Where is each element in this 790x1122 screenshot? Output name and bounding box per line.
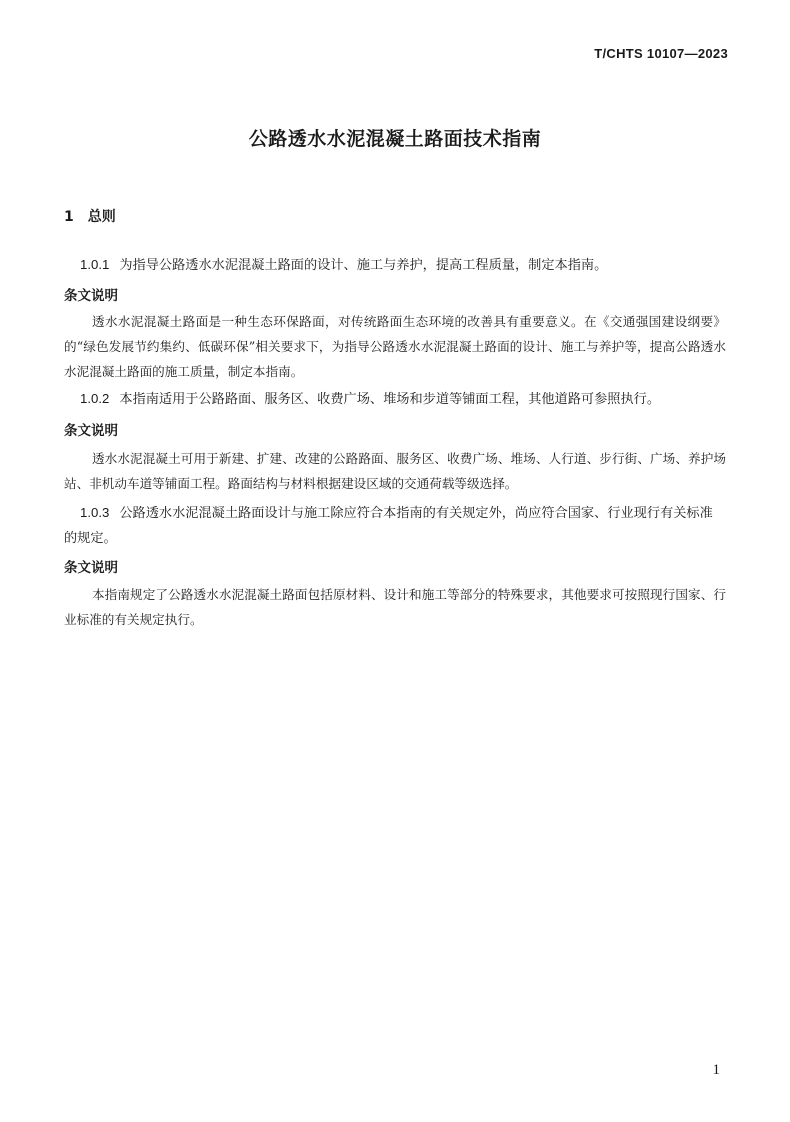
clause-number: 1.0.2 [80, 391, 110, 406]
clause-text: 公路透水水泥混凝土路面设计与施工除应符合本指南的有关规定外，尚应符合国家、行业现行有关标准的规定。 [64, 506, 713, 546]
clause-1-0-3 [64, 500, 724, 551]
clause-1-0-2 [64, 386, 724, 412]
page-number: 1 [712, 1062, 720, 1078]
explanation-heading: 条文说明 [64, 560, 118, 576]
clause-text: 本指南适用于公路路面、服务区、收费广场、堆场和步道等铺面工程，其他道路可参照执行。 [119, 392, 661, 407]
document-title: 公路透水水泥混凝土路面技术指南 [248, 128, 542, 150]
explanation-text: 透水水泥混凝土可用于新建、扩建、改建的公路路面、服务区、收费广场、堆场、人行道、步行街、广场、养护场站、非机动车道等铺面工程。路面结构与材料根据建设区域的交通荷载等级选择。 [64, 451, 726, 491]
clause-text: 为指导公路透水水泥混凝土路面的设计、施工与养护，提高工程质量，制定本指南。 [119, 258, 608, 273]
clause-number: 1.0.1 [80, 257, 110, 272]
clause-number: 1.0.3 [80, 505, 110, 520]
chapter-number: 1 [64, 209, 74, 225]
explanation-text: 本指南规定了公路透水水泥混凝土路面包括原材料、设计和施工等部分的特殊要求，其他要求可按照现行国家、行业标准的有关规定执行。 [64, 587, 726, 627]
clause-1-0-1 [64, 252, 724, 278]
explanation-heading: 条文说明 [64, 288, 118, 304]
chapter-heading [64, 206, 116, 226]
chapter-title: 总则 [87, 209, 116, 225]
standard-code: T/CHTS 10107—2023 [594, 46, 728, 61]
explanation-heading: 条文说明 [64, 423, 118, 439]
explanation-text: 透水水泥混凝土路面是一种生态环保路面，对传统路面生态环境的改善具有重要意义。在《交通强国建设纲要》的“绿色发展节约集约、低碳环保”相关要求下，为指导公路透水水泥混凝土路面的设计、施工与养护等，提高公路透水水泥混凝土路面的施工质量，制定本指南。 [64, 314, 726, 379]
